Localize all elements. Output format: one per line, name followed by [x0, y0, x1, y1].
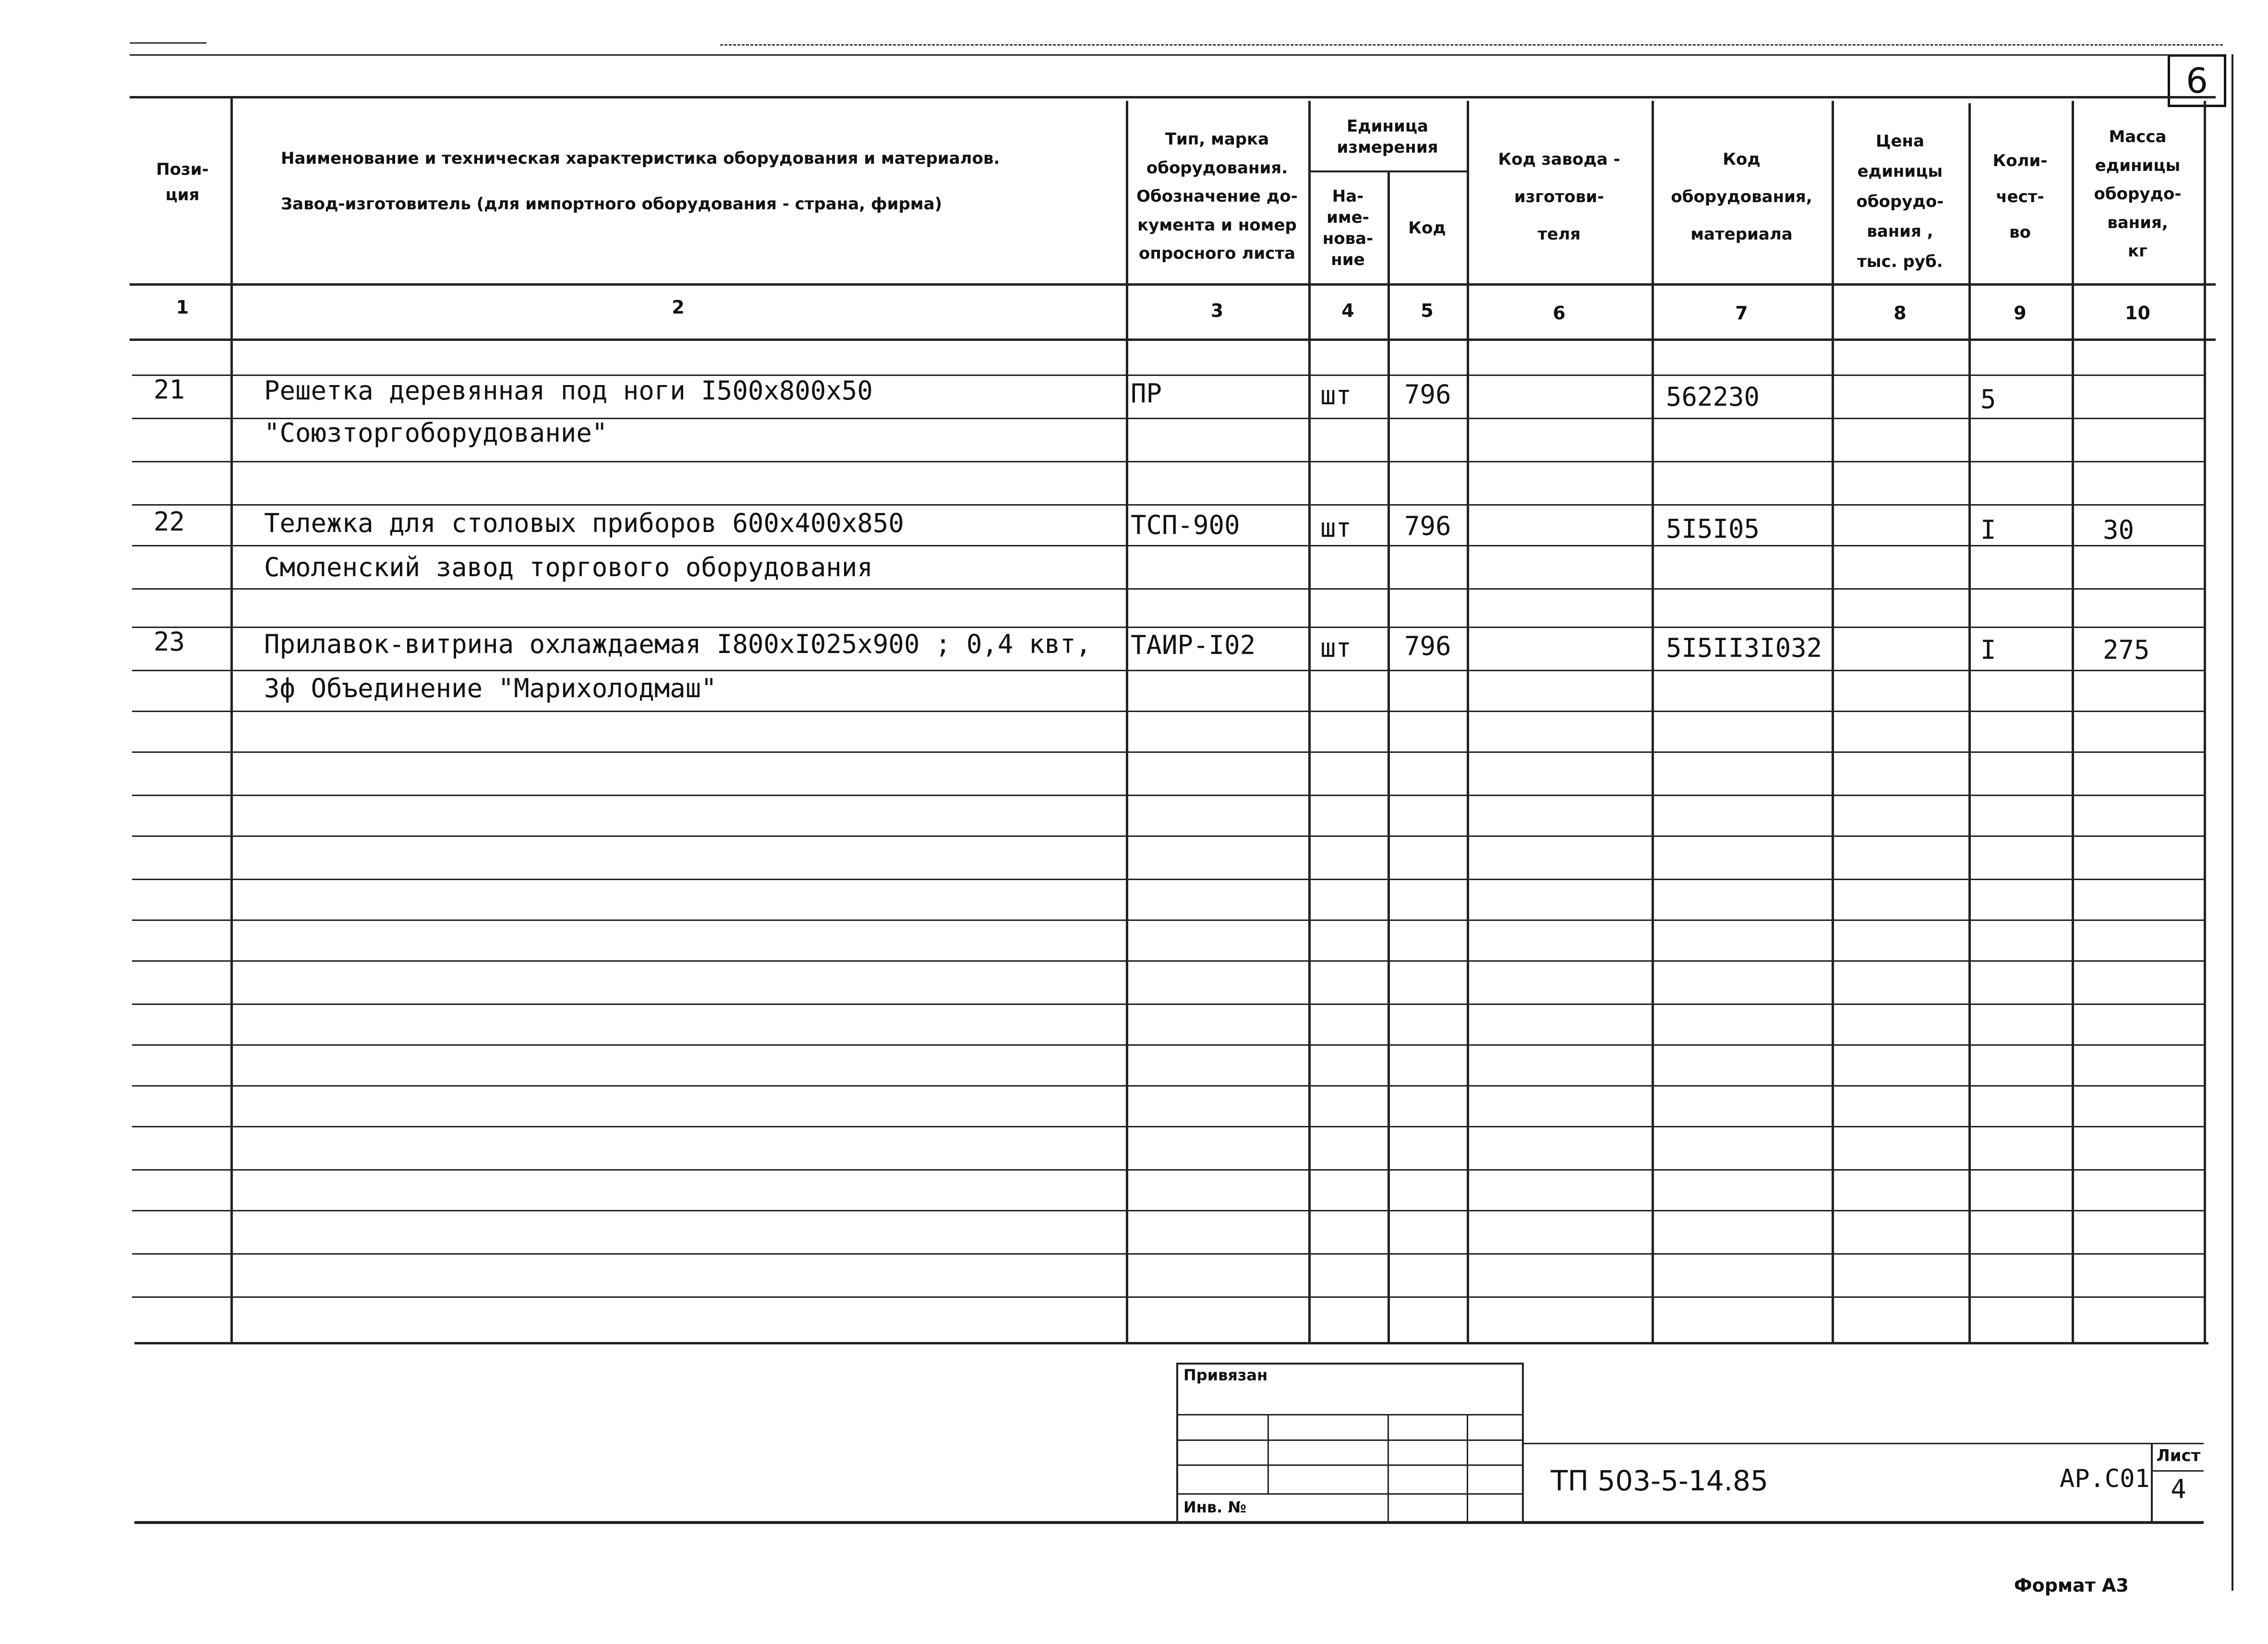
page-bottom-line: [134, 1521, 2204, 1524]
col-number-3: 3: [1210, 300, 1224, 321]
row-unit: шт: [1320, 380, 1352, 411]
row-unit: шт: [1320, 513, 1352, 543]
row-name-line1: Тележка для столовых приборов 600x400x850: [264, 508, 904, 538]
row-name-line1: Решетка деревянная под ноги I500x800x50: [264, 375, 873, 406]
col-divider-2: [1126, 101, 1128, 1342]
page-number: 6: [2186, 60, 2208, 101]
stamp-inv-label: Инв. №: [1183, 1498, 1246, 1516]
col-divider-7: [1832, 101, 1834, 1342]
row-rule: [132, 795, 2204, 796]
stamp-top: [1176, 1363, 1522, 1365]
sheet-number: 4: [2171, 1474, 2186, 1504]
stamp-line-1: [1176, 1414, 1522, 1415]
header-price: Цена единицы оборудо- вания , тыс. руб.: [1856, 131, 1944, 272]
row-type: ТАИР-I02: [1131, 630, 1256, 660]
row-quantity: 5: [1980, 384, 1996, 414]
row-equip-code: 5I5I05: [1666, 514, 1760, 544]
header-name-line2: Завод-изготовитель (для импортного оборудования - страна, фирма): [281, 194, 942, 214]
row-rule: [132, 1003, 2204, 1005]
sheet-label: Лист: [2156, 1446, 2201, 1465]
stamp-v-1: [1267, 1414, 1269, 1493]
header-factory-code: Код завода - изготови- теля: [1498, 149, 1620, 244]
header-mass: Масса единицы оборудо- вания, кг: [2094, 127, 2182, 261]
row-type: ТСП-900: [1131, 510, 1240, 540]
col-divider-9: [2072, 101, 2074, 1342]
row-rule: [132, 1253, 2204, 1255]
col-number-5: 5: [1421, 300, 1434, 321]
col-number-8: 8: [1894, 302, 1906, 324]
format-label: Формат А3: [2014, 1575, 2129, 1596]
row-rule: [132, 711, 2204, 712]
row-mass: 275: [2103, 635, 2150, 665]
col-divider-6: [1652, 101, 1654, 1342]
row-rule: [132, 960, 2204, 962]
sheet-box-left: [2151, 1443, 2153, 1521]
col-divider-3: [1308, 101, 1311, 1342]
page-right-border: [2232, 54, 2233, 1591]
stamp-line-4: [1176, 1493, 1522, 1495]
header-name-line1: Наименование и техническая характеристика оборудования и материалов.: [281, 148, 1000, 168]
stamp-v-3: [1467, 1414, 1468, 1521]
row-quantity: I: [1980, 635, 1996, 665]
row-rule: [132, 1169, 2204, 1171]
stamp-v-0: [1176, 1363, 1178, 1521]
row-rule: [132, 1210, 2204, 1211]
row-rule: [132, 1296, 2204, 1298]
row-rule: [132, 751, 2204, 753]
stamp-line-2: [1176, 1439, 1522, 1441]
row-unit-code: 796: [1404, 511, 1451, 541]
row-rule: [132, 919, 2204, 921]
unit-group-divider: [1308, 170, 1467, 172]
row-name-line2: "Союзторгоборудование": [264, 418, 608, 448]
row-rule: [132, 1044, 2204, 1046]
sheet-box-divider: [2151, 1470, 2204, 1472]
top-scan-line: [130, 42, 206, 44]
row-unit-code: 796: [1404, 631, 1451, 661]
col-number-4: 4: [1341, 300, 1354, 321]
row-mass: 30: [2103, 515, 2135, 545]
row-name-line2: Смоленский завод торгового оборудования: [264, 552, 873, 582]
row-equip-code: 562230: [1666, 382, 1760, 412]
table-right-border: [2204, 101, 2206, 1342]
row-rule: [132, 670, 2204, 671]
col-number-7: 7: [1735, 302, 1748, 324]
row-rule: [132, 835, 2204, 837]
row-rule: [132, 1126, 2204, 1127]
col-divider-1: [230, 96, 233, 1342]
row-rule: [132, 588, 2204, 590]
header-unit-group: Единица измерения: [1337, 116, 1438, 157]
row-type: ПР: [1131, 378, 1162, 409]
header-equip-code: Код оборудования, материала: [1671, 149, 1812, 244]
doc-code-top: [1522, 1443, 2204, 1444]
colnum-bottom-border: [130, 338, 2216, 341]
row-name-line1: Прилавок-витрина охлаждаемая I800xI025x900 ; 0,4 квт,: [264, 629, 1092, 659]
doc-code: ТП 503-5-14.85: [1551, 1464, 1768, 1497]
col-divider-4: [1387, 170, 1390, 1342]
row-position: 23: [154, 627, 185, 657]
row-equip-code: 5I5II3I032: [1666, 633, 1822, 663]
row-position: 21: [154, 375, 185, 405]
doc-suffix: АР.С01: [2060, 1464, 2150, 1493]
row-quantity: I: [1980, 515, 1996, 545]
row-rule: [132, 504, 2204, 506]
col-number-9: 9: [2014, 302, 2027, 324]
row-rule: [132, 627, 2204, 628]
top-border-line: [130, 54, 2223, 56]
row-rule: [132, 1085, 2204, 1087]
row-unit-code: 796: [1404, 379, 1451, 410]
col-divider-8: [1968, 103, 1971, 1342]
row-unit: шт: [1320, 633, 1352, 663]
col-divider-5: [1467, 101, 1469, 1342]
stamp-bound-label: Привязан: [1183, 1366, 1268, 1384]
row-name-line2: 3ф Объединение "Марихолодмаш": [264, 673, 717, 703]
row-rule: [132, 545, 2204, 546]
header-quantity: Коли- чест- во: [1992, 151, 2048, 242]
col-number-10: 10: [2125, 302, 2150, 324]
table-bottom-border: [134, 1342, 2208, 1344]
header-bottom-border: [130, 283, 2216, 286]
stamp-v-2: [1387, 1414, 1389, 1521]
stamp-v-4: [1522, 1363, 1524, 1521]
table-top-border: [130, 96, 2216, 98]
header-position: Пози- ция: [156, 160, 209, 205]
row-position: 22: [154, 507, 185, 537]
header-unit-name: На- име- нова- ние: [1322, 186, 1374, 270]
col-number-2: 2: [672, 297, 685, 318]
col-number-1: 1: [176, 297, 189, 318]
top-scan-line-2: [720, 44, 2223, 46]
row-rule: [132, 461, 2204, 462]
col-number-6: 6: [1553, 302, 1566, 324]
row-rule: [132, 879, 2204, 880]
header-type: Тип, марка оборудования. Обозначение до- кумента и номер опросного листа: [1136, 130, 1298, 264]
header-unit-code: Код: [1408, 218, 1446, 238]
stamp-line-3: [1176, 1464, 1522, 1466]
